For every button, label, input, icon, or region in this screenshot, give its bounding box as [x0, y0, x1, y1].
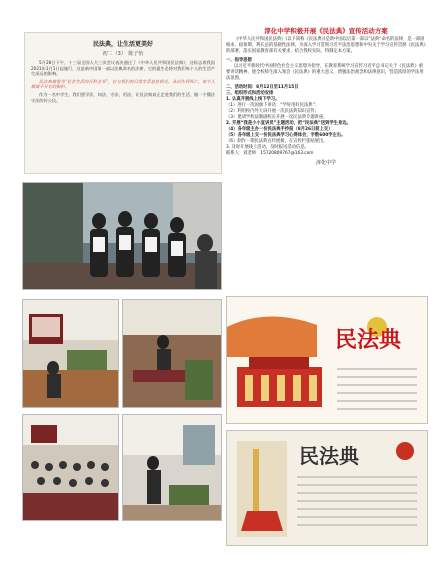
- poster-1-art: [227, 297, 427, 423]
- plan-item: （4）各年级主办一份民法典手抄报（8月26日前上交）: [226, 127, 333, 132]
- plan-item: （3）邀请学校法制副校长开展一次民法典专题讲座。: [226, 115, 328, 120]
- essay-scan: [24, 32, 222, 174]
- plan-item: 3. 及时开展线上活动，及时报送活动信息。: [226, 145, 309, 150]
- section-heading: 三、组织形式和活动安排: [226, 91, 274, 96]
- document-title: 淳化中学积极开展《民法典》宣传活动方案: [264, 27, 388, 35]
- essay-author: 初二（3） 陈子怡: [102, 51, 144, 57]
- section-heading: 一、指导思想: [226, 58, 252, 63]
- photo-assembly-audience-image: [23, 415, 118, 520]
- poster-1-title: 民法典: [335, 328, 402, 353]
- plan-item: 2. 开展“我是小小宣讲员”主题活动，把“民法典”送到学生身边。: [226, 121, 351, 126]
- plan-item: （5）各年级上交一份民法典学习心得体会，字数600字左右。: [226, 133, 346, 138]
- document-intro: 《中华人民共和国民法典》(以下简称《民法典》)是新中国以后第一部以“法典”命名的法律，是一部固根本、稳预期、利长远的基础性法律。为深入学习贯彻习近平法治思想和中央关于学习宣传贯彻《民法典》的部署，落实国家教育部有关要求，结合我校实际，特制定本方案。: [226, 37, 426, 54]
- essay-body: [25, 57, 221, 108]
- essay-paragraph: 作为一名中学生，我们要学法、知法、守法、用法，让民法典真正走进我们的生活，做一个懂法守法的好公民。: [31, 91, 215, 103]
- contact-line: 联系人：刘老师 15720809767@163.com: [226, 151, 314, 156]
- photo-hallway-image: [123, 415, 221, 520]
- plan-item: （6）制作一期民法典宣传展板，在宣传栏张贴展出。: [226, 139, 328, 144]
- photo-students-reading-image: [23, 183, 221, 289]
- photo-lecture-hall-image: [123, 300, 221, 407]
- school-signature: 淳化中学: [315, 160, 336, 166]
- photo-classroom-screen-image: [23, 300, 118, 407]
- photo-hallway: [122, 414, 222, 521]
- activity-plan-document: [226, 28, 426, 284]
- poster-2-title: 民法典: [299, 444, 359, 468]
- photo-lecture-hall: [122, 299, 222, 408]
- plan-item: （2）利用校内外大屏开展一次民法典知识宣传；: [226, 109, 319, 114]
- photo-students-reading: [22, 182, 222, 290]
- plan-item: （1）进行一次国旗下讲话：“学好用好民法典”；: [226, 103, 320, 108]
- poster-handwritten-2: [226, 430, 428, 546]
- section-text: 以习近平新时代中国特色社会主义思想为指导，在教育系统学习宣传习近平总书记关于《民法典》重要讲话精神，使全校师生深入领会《民法典》的重大意义，增强法治观念和法律意识，营造浓厚的学法用法氛围。: [226, 64, 424, 81]
- photo-classroom-screen: [22, 299, 119, 408]
- section-heading: 二、活动时间：8月12日至11月15日: [226, 85, 299, 90]
- poster-2-art: [227, 431, 427, 545]
- essay-paragraph: 5月28日下午，十三届全国人大三次会议表决通过了《中华人民共和国民法典》，这标志着我国2021年1月1日起施行，这是新中国第一部以法典命名的法律，它的诞生必将对我们每个人的生活产生深远的影响。: [31, 60, 215, 77]
- essay-title: 民法典，让生活更美好: [92, 41, 153, 48]
- essay-paragraph: 民法典被誉为“社会生活的百科全书”，它与我们的日常生活息息相关，从出生到死亡，每个人都离不开它的保护。: [31, 78, 215, 90]
- poster-handwritten-1: [226, 296, 428, 424]
- plan-item: 1. 认真开展线上线下学习。: [226, 97, 280, 102]
- photo-assembly-audience: [22, 414, 119, 521]
